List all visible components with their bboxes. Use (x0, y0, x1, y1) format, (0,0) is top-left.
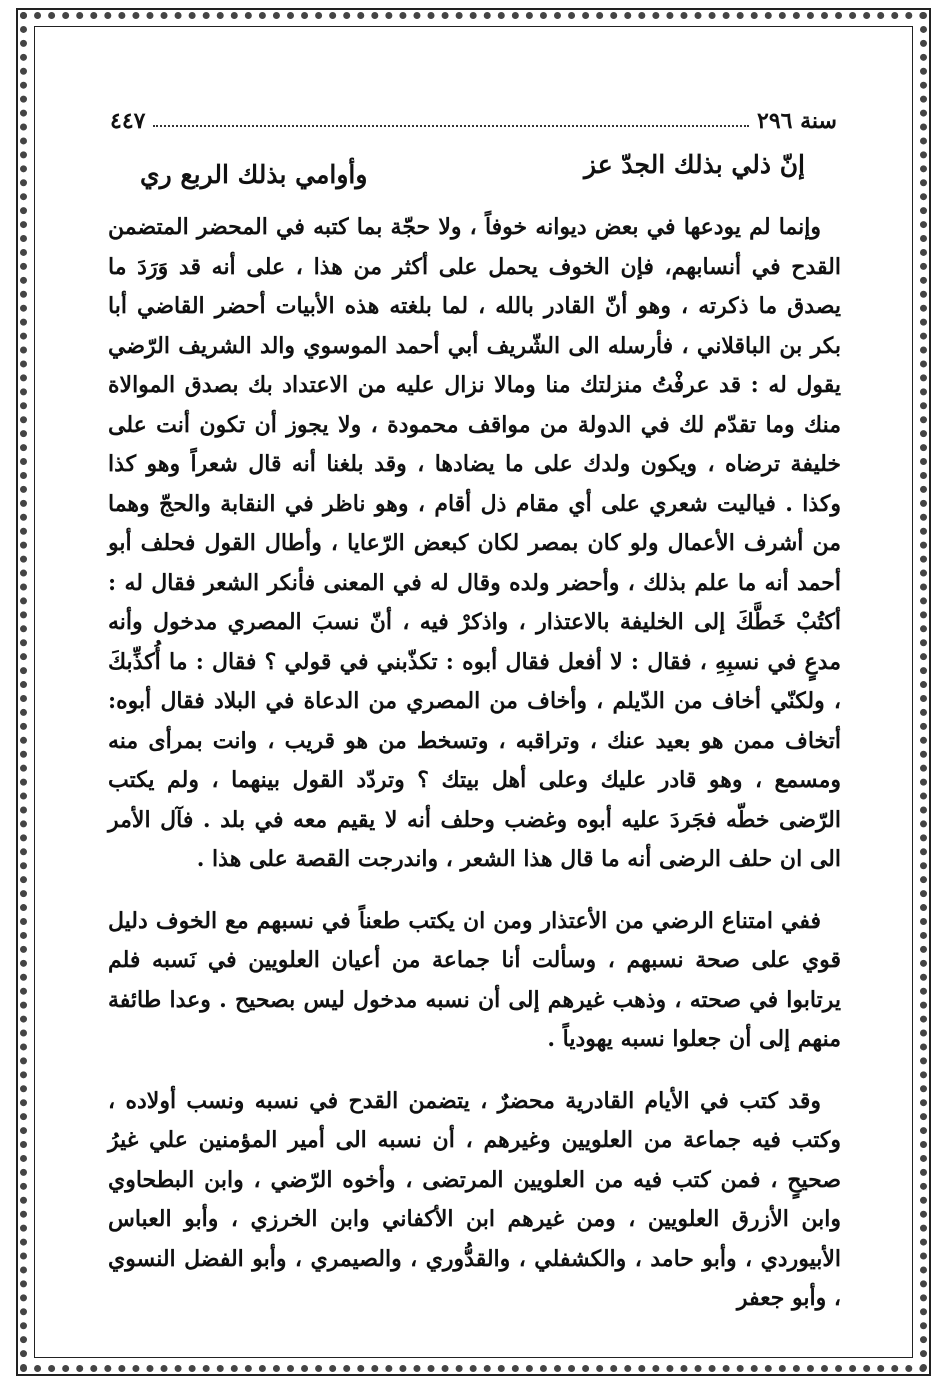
verse-first-hemistich: إنّ ذلي بذلك الجدّ عز (583, 150, 805, 179)
verse-second-hemistich: وأوامي بذلك الربع ري (140, 160, 368, 189)
page-number: ٤٤٧ (110, 108, 146, 134)
paragraph: ففي امتناع الرضي من الأعتذار ومن ان يكتب طعناً في نسبهم مع الخوف دليل قوي على صحة نسبهم ، وسألت أنا جماعة من أعيان العلويين في نَسبه فلم يرتابوا في صحته ، وذهب غيرهم إلى أن نسبه مدخول ليس بصحيح . وعدا طائفة منهم إلى أن جعلوا نسبه يهودياً . (108, 907, 841, 1052)
paragraph: وقد كتب في الأيام القادرية محضرٌ ، يتضمن القدح في نسبه ونسب أولاده ، وكتب فيه جماعة من العلويين وغيرهم ، أن نسبه الى أمير المؤمنين علي غيرُ صحيحٍ ، فمن كتب فيه من العلويين المرتضى ، وأخوه الرّضي ، وابن البطحاوي وابن الأزرق العلويين ، ومن غيرهم ابن الأكفاني وابن الخرزي ، وأبو العباس الأبيوردي ، وأبو حامد ، والكشفلي ، والقدُّوري ، والصيمري ، وأبو الفضل النسوي ، وأبو جعفر (108, 1087, 841, 1311)
poetry-verse (140, 150, 805, 210)
paragraph: وإنما لم يودعها في بعض ديوانه خوفاً ، ولا حجّة بما كتبه في المحضر المتضمن القدح في أنسابهم، فإن الخوف يحمل على أكثر من هذا ، على أنه قد وَرَدَ ما يصدق ما ذكرته ، وهو أنّ القادر بالله ، لما بلغته هذه الأبيات أحضر القاضي أبا بكر بن الباقلاني ، فأرسله الى الشّريف أبي أحمد الموسوي والد الشريف الرّضي يقول له : قد عرفْتُ منزلتك منا ومالا نزال عليه من الاعتداد بك بصدق الموالاة منك وما تقدّم لك في الدولة من مواقف محمودة ، ولا يجوز أن تكون أنت على خليفة ترضاه ، ويكون ولدك على ما يضادها ، وقد بلغنا أنه قال شعراً وهو كذا وكذا . فياليت شعري على أي مقام ذل أقام ، وهو ناظر في النقابة والحجّ وهما من أشرف الأعمال ولو كان بمصر لكان كبعض الرّعايا ، وأطال القول فحلف أبو أحمد أنه ما علم بذلك ، وأحضر ولده وقال له في المعنى فأنكر الشعر فقال له : أكتُبْ خَطَّكَ إلى الخليفة بالاعتذار ، واذكرْ فيه ، أنّ نسبَ المصري مدخول وأنه مدعٍ في نسبِهِ ، فقال : لا أفعل فقال أبوه : تكذّبني في قولي ؟ فقال : ما أُكذِّبكَ ، ولكنّي أخاف من الدّيلم ، وأخاف من المصري من الدعاة في البلاد فقال أبوه: أتخاف ممن هو بعيد عنك ، وتراقبه ، وتسخط من هو قريب ، وانت بمرأى منه ومسمع ، وهو قادر عليك وعلى أهل بيتك ؟ وتردّد القول بينهما ، ولم يكتب الرّضى خطّه فجَردَ عليه أبوه وغضب وحلف أنه لا يقيم معه في بلد . فآل الأمر الى ان حلف الرضى أنه ما قال هذا الشعر ، واندرجت القصة على هذا . (108, 214, 841, 872)
header-leader-dots (153, 125, 749, 127)
running-header (110, 100, 837, 134)
main-text (108, 208, 841, 1319)
header-year: سنة ٢٩٦ (757, 108, 837, 134)
